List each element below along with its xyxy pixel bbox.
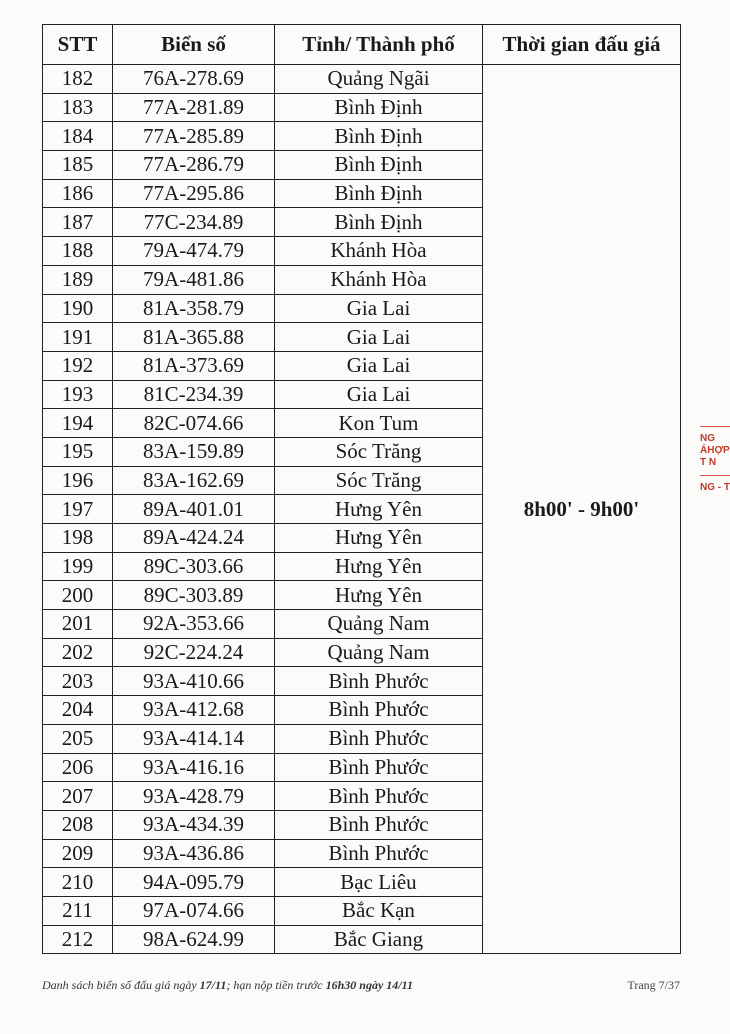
row-province: Bình Phước — [275, 810, 483, 839]
stamp-fragment: T N — [700, 457, 717, 468]
row-plate: 82C-074.66 — [113, 409, 275, 438]
row-stt: 201 — [43, 610, 113, 639]
row-plate: 81C-234.39 — [113, 380, 275, 409]
plate-auction-table-wrapper — [42, 24, 680, 954]
row-stt: 185 — [43, 151, 113, 180]
page-footer — [42, 978, 680, 993]
row-plate: 93A-412.68 — [113, 696, 275, 725]
row-stt: 184 — [43, 122, 113, 151]
row-plate: 98A-624.99 — [113, 925, 275, 954]
table-body — [43, 65, 681, 954]
row-plate: 93A-410.66 — [113, 667, 275, 696]
row-province: Bình Phước — [275, 667, 483, 696]
row-province: Quảng Ngãi — [275, 65, 483, 94]
row-stt: 191 — [43, 323, 113, 352]
footer-deadline: 16h30 ngày 14/11 — [325, 978, 413, 992]
row-stt: 202 — [43, 638, 113, 667]
row-plate: 83A-159.89 — [113, 437, 275, 466]
row-plate: 77A-295.86 — [113, 179, 275, 208]
row-province: Hưng Yên — [275, 581, 483, 610]
row-province: Hưng Yên — [275, 552, 483, 581]
header-stt: STT — [43, 25, 113, 65]
row-province: Hưng Yên — [275, 495, 483, 524]
stamp-fragment: ÁHỢP — [700, 445, 730, 456]
row-stt: 187 — [43, 208, 113, 237]
row-plate: 94A-095.79 — [113, 868, 275, 897]
row-plate: 93A-436.86 — [113, 839, 275, 868]
row-plate: 77A-286.79 — [113, 151, 275, 180]
row-plate: 93A-428.79 — [113, 782, 275, 811]
stamp-fragment: NG - T — [700, 482, 730, 493]
stamp-fragment: NG — [700, 433, 715, 444]
row-stt: 208 — [43, 810, 113, 839]
row-stt: 209 — [43, 839, 113, 868]
row-stt: 198 — [43, 524, 113, 553]
row-province: Bình Định — [275, 208, 483, 237]
plate-auction-table — [42, 24, 681, 954]
row-stt: 210 — [43, 868, 113, 897]
row-province: Sóc Trăng — [275, 437, 483, 466]
row-stt: 193 — [43, 380, 113, 409]
row-province: Sóc Trăng — [275, 466, 483, 495]
row-plate: 89A-401.01 — [113, 495, 275, 524]
row-stt: 192 — [43, 351, 113, 380]
auction-time-cell: 8h00' - 9h00' — [483, 65, 681, 954]
row-plate: 92C-224.24 — [113, 638, 275, 667]
row-province: Hưng Yên — [275, 524, 483, 553]
row-stt: 206 — [43, 753, 113, 782]
row-stt: 182 — [43, 65, 113, 94]
stamp-line — [700, 426, 730, 427]
row-plate: 79A-474.79 — [113, 237, 275, 266]
row-stt: 194 — [43, 409, 113, 438]
row-stt: 188 — [43, 237, 113, 266]
header-plate: Biển số — [113, 25, 275, 65]
row-plate: 92A-353.66 — [113, 610, 275, 639]
header-province: Tỉnh/ Thành phố — [275, 25, 483, 65]
page-number: Trang 7/37 — [627, 978, 680, 992]
row-province: Bình Định — [275, 93, 483, 122]
row-stt: 197 — [43, 495, 113, 524]
row-province: Kon Tum — [275, 409, 483, 438]
row-province: Gia Lai — [275, 380, 483, 409]
row-stt: 186 — [43, 179, 113, 208]
red-seal-stamp — [700, 420, 730, 550]
row-plate: 77C-234.89 — [113, 208, 275, 237]
row-stt: 205 — [43, 724, 113, 753]
row-stt: 195 — [43, 437, 113, 466]
row-province: Quảng Nam — [275, 610, 483, 639]
row-stt: 200 — [43, 581, 113, 610]
row-province: Bắc Giang — [275, 925, 483, 954]
stamp-line — [700, 475, 730, 476]
row-plate: 81A-365.88 — [113, 323, 275, 352]
row-plate: 89A-424.24 — [113, 524, 275, 553]
row-province: Bình Phước — [275, 839, 483, 868]
row-stt: 204 — [43, 696, 113, 725]
row-province: Gia Lai — [275, 294, 483, 323]
row-plate: 97A-074.66 — [113, 896, 275, 925]
row-stt: 183 — [43, 93, 113, 122]
row-stt: 207 — [43, 782, 113, 811]
row-province: Bình Phước — [275, 782, 483, 811]
row-stt: 211 — [43, 896, 113, 925]
row-province: Bình Định — [275, 151, 483, 180]
row-province: Bạc Liêu — [275, 868, 483, 897]
row-plate: 76A-278.69 — [113, 65, 275, 94]
row-plate: 77A-285.89 — [113, 122, 275, 151]
footer-mid: ; hạn nộp tiền trước — [226, 978, 326, 992]
row-plate: 93A-416.16 — [113, 753, 275, 782]
footer-date: 17/11 — [199, 978, 227, 992]
row-plate: 81A-358.79 — [113, 294, 275, 323]
row-province: Bình Phước — [275, 753, 483, 782]
row-plate: 89C-303.66 — [113, 552, 275, 581]
row-province: Khánh Hòa — [275, 237, 483, 266]
header-auction-time: Thời gian đấu giá — [483, 25, 681, 65]
row-stt: 199 — [43, 552, 113, 581]
row-plate: 81A-373.69 — [113, 351, 275, 380]
row-plate: 83A-162.69 — [113, 466, 275, 495]
row-province: Khánh Hòa — [275, 265, 483, 294]
row-plate: 93A-414.14 — [113, 724, 275, 753]
row-province: Bình Định — [275, 122, 483, 151]
row-province: Gia Lai — [275, 351, 483, 380]
row-province: Bình Phước — [275, 724, 483, 753]
row-stt: 189 — [43, 265, 113, 294]
row-province: Bình Định — [275, 179, 483, 208]
table-row — [43, 65, 681, 94]
row-stt: 203 — [43, 667, 113, 696]
row-province: Bình Phước — [275, 696, 483, 725]
row-stt: 212 — [43, 925, 113, 954]
footer-note — [42, 978, 413, 993]
row-province: Bắc Kạn — [275, 896, 483, 925]
row-plate: 89C-303.89 — [113, 581, 275, 610]
row-stt: 196 — [43, 466, 113, 495]
table-header-row — [43, 25, 681, 65]
row-plate: 77A-281.89 — [113, 93, 275, 122]
row-plate: 79A-481.86 — [113, 265, 275, 294]
row-stt: 190 — [43, 294, 113, 323]
row-plate: 93A-434.39 — [113, 810, 275, 839]
row-province: Quảng Nam — [275, 638, 483, 667]
footer-prefix: Danh sách biển số đấu giá ngày — [42, 978, 200, 992]
row-province: Gia Lai — [275, 323, 483, 352]
